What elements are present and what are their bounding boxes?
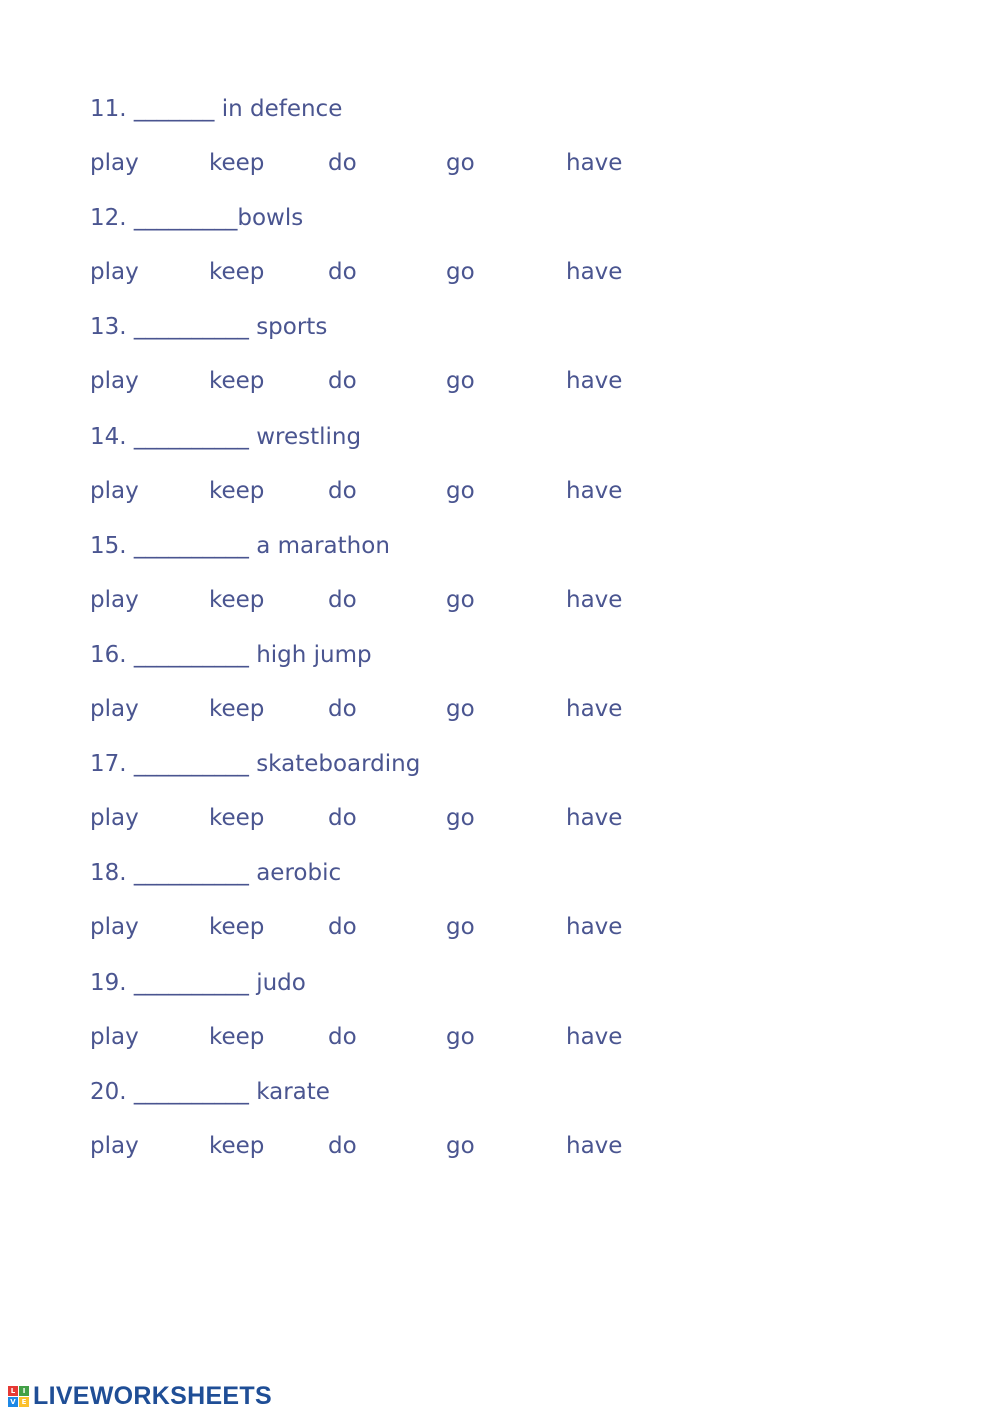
question-prompt: 14. __________ wrestling	[90, 423, 362, 450]
choice-option-do[interactable]: do	[328, 259, 357, 286]
choice-option-go[interactable]: go	[446, 150, 475, 176]
question-prompt: 12. _________bowls	[90, 205, 304, 232]
liveworksheets-logo	[8, 1378, 272, 1414]
question-prompt: 19. __________ judo	[90, 969, 306, 996]
choice-option-play[interactable]: play	[90, 805, 139, 832]
logo-block: L	[8, 1386, 18, 1396]
choice-option-have[interactable]: have	[566, 368, 623, 395]
choice-option-play[interactable]: play	[90, 1023, 139, 1050]
logo-blocks-icon	[8, 1386, 29, 1407]
choice-option-do[interactable]: do	[328, 1132, 357, 1159]
choice-option-keep[interactable]: keep	[209, 1023, 265, 1050]
choice-option-keep[interactable]: keep	[209, 150, 265, 176]
choice-option-play[interactable]: play	[90, 1132, 139, 1159]
choice-row	[90, 1133, 650, 1163]
question-prompt: 16. __________ high jump	[90, 642, 372, 668]
choice-option-keep[interactable]: keep	[209, 914, 265, 941]
choice-row	[90, 1024, 650, 1054]
choice-option-play[interactable]: play	[90, 477, 139, 504]
choice-option-have[interactable]: have	[566, 1023, 623, 1050]
choice-row	[90, 696, 650, 726]
question-prompt: 20. __________ karate	[90, 1078, 330, 1105]
choice-option-keep[interactable]: keep	[209, 586, 265, 613]
choice-option-keep[interactable]: keep	[209, 477, 265, 504]
choice-option-go[interactable]: go	[446, 368, 475, 395]
choice-option-have[interactable]: have	[566, 259, 623, 286]
choice-option-do[interactable]: do	[328, 368, 357, 395]
question-prompt: 15. __________ a marathon	[90, 532, 390, 559]
choice-option-do[interactable]: do	[328, 477, 357, 504]
choice-option-keep[interactable]: keep	[209, 696, 265, 722]
choice-option-play[interactable]: play	[90, 586, 139, 613]
logo-block: V	[8, 1397, 18, 1407]
choice-option-go[interactable]: go	[446, 259, 475, 286]
choice-option-go[interactable]: go	[446, 914, 475, 941]
question-prompt: 17. __________ skateboarding	[90, 751, 421, 778]
choice-option-go[interactable]: go	[446, 1023, 475, 1050]
logo-block: E	[19, 1397, 29, 1407]
choice-row	[90, 150, 650, 180]
choice-option-keep[interactable]: keep	[209, 805, 265, 832]
choice-option-go[interactable]: go	[446, 477, 475, 504]
choice-option-go[interactable]: go	[446, 805, 475, 832]
choice-option-keep[interactable]: keep	[209, 1132, 265, 1159]
choice-row	[90, 587, 650, 617]
choice-option-play[interactable]: play	[90, 696, 139, 722]
choice-option-have[interactable]: have	[566, 586, 623, 613]
question-prompt: 18. __________ aerobic	[90, 860, 342, 887]
choice-option-have[interactable]: have	[566, 477, 623, 504]
choice-option-do[interactable]: do	[328, 150, 357, 176]
choice-option-play[interactable]: play	[90, 914, 139, 941]
choice-option-play[interactable]: play	[90, 368, 139, 395]
choice-option-go[interactable]: go	[446, 1132, 475, 1159]
choice-option-keep[interactable]: keep	[209, 368, 265, 395]
choice-option-do[interactable]: do	[328, 914, 357, 941]
choice-option-have[interactable]: have	[566, 914, 623, 941]
choice-option-play[interactable]: play	[90, 259, 139, 286]
choice-option-do[interactable]: do	[328, 805, 357, 832]
choice-option-have[interactable]: have	[566, 150, 623, 176]
choice-option-play[interactable]: play	[90, 150, 139, 176]
logo-block: I	[19, 1386, 29, 1396]
choice-row	[90, 478, 650, 508]
choice-option-have[interactable]: have	[566, 696, 623, 722]
choice-option-have[interactable]: have	[566, 805, 623, 832]
choice-option-keep[interactable]: keep	[209, 259, 265, 286]
choice-option-have[interactable]: have	[566, 1132, 623, 1159]
choice-row	[90, 914, 650, 944]
choice-option-go[interactable]: go	[446, 586, 475, 613]
brand-name: LIVEWORKSHEETS	[33, 1381, 272, 1410]
choice-row	[90, 259, 650, 289]
choice-option-go[interactable]: go	[446, 696, 475, 722]
question-prompt: 11. _______ in defence	[90, 96, 343, 122]
choice-option-do[interactable]: do	[328, 696, 357, 722]
choice-row	[90, 368, 650, 398]
question-prompt: 13. __________ sports	[90, 314, 328, 341]
choice-option-do[interactable]: do	[328, 1023, 357, 1050]
choice-option-do[interactable]: do	[328, 586, 357, 613]
choice-row	[90, 805, 650, 835]
